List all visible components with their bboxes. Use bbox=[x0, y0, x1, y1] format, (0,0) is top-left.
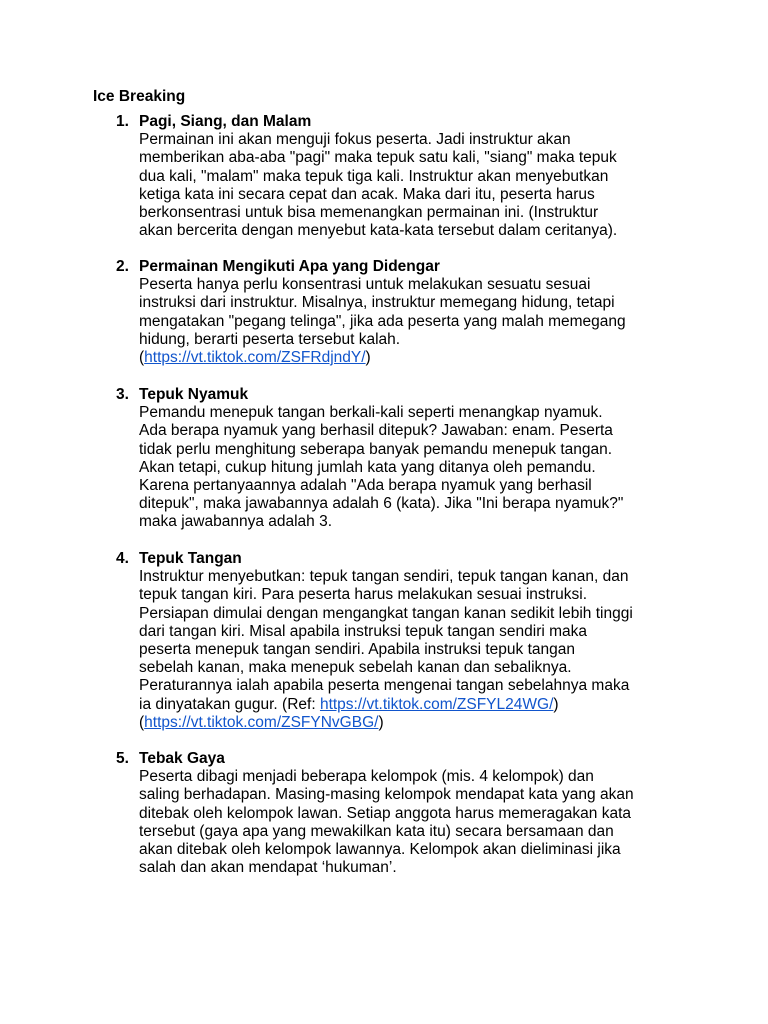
body-text: ditepuk", maka jawabannya adalah 6 (kata). Jika "Ini berapa nyamuk?" bbox=[139, 495, 624, 513]
body-text: Peserta hanya perlu konsentrasi untuk melakukan sesuatu sesuai bbox=[139, 276, 591, 294]
body-text: tepuk tangan kiri. Para peserta harus melakukan sesuai instruksi. bbox=[139, 586, 588, 604]
body-text: salah dan akan mendapat ‘hukuman’. bbox=[139, 859, 397, 877]
body-line bbox=[139, 495, 709, 513]
body-line bbox=[139, 459, 709, 477]
item-body bbox=[139, 404, 709, 531]
body-line bbox=[139, 696, 709, 714]
item-heading: Tebak Gaya bbox=[139, 750, 225, 767]
body-text: ) bbox=[365, 348, 371, 366]
body-text: ) bbox=[378, 713, 384, 731]
body-line bbox=[139, 568, 709, 586]
item-heading: Tepuk Tangan bbox=[139, 550, 242, 567]
body-line bbox=[139, 441, 709, 459]
body-line bbox=[139, 131, 709, 149]
item-heading: Tepuk Nyamuk bbox=[139, 386, 249, 403]
body-text: Ada berapa nyamuk yang berhasil ditepuk? Jawaban: enam. Peserta bbox=[139, 422, 613, 440]
body-line bbox=[139, 149, 709, 167]
body-line bbox=[139, 204, 709, 222]
body-line bbox=[139, 859, 709, 877]
body-text: sebelah kanan, maka menepuk sebelah kanan dan sebaliknya. bbox=[139, 659, 572, 677]
body-text: ( bbox=[139, 348, 145, 366]
body-text: maka jawabannya adalah 3. bbox=[139, 513, 333, 531]
body-text: peserta menepuk tangan sendiri. Apabila instruksi tepuk tangan bbox=[139, 640, 576, 658]
body-text: tersebut (gaya apa yang mewakilkan kata itu) secara bersamaan dan bbox=[139, 822, 614, 840]
body-line bbox=[139, 349, 709, 367]
body-text: Pemandu menepuk tangan berkali-kali seperti menangkap nyamuk. bbox=[139, 404, 603, 422]
body-line bbox=[139, 422, 709, 440]
body-text: Peserta dibagi menjadi beberapa kelompok (mis. 4 kelompok) dan bbox=[139, 768, 594, 786]
body-line bbox=[139, 168, 709, 186]
body-text: tidak perlu menghitung seberapa banyak pemandu menepuk tangan. bbox=[139, 440, 613, 458]
body-line bbox=[139, 331, 709, 349]
body-text: dari tangan kiri. Misal apabila instruksi tepuk tangan sendiri maka bbox=[139, 622, 588, 640]
body-line bbox=[139, 823, 709, 841]
body-text: Permainan ini akan menguji fokus peserta. Jadi instruktur akan bbox=[139, 131, 571, 149]
body-text: Akan tetapi, cukup hitung jumlah kata yang ditanya oleh pemandu. bbox=[139, 458, 596, 476]
body-line bbox=[139, 659, 709, 677]
body-text: hidung, berarti peserta tersebut kalah. bbox=[139, 330, 401, 348]
body-line bbox=[139, 477, 709, 495]
body-text: ditebak oleh kelompok lawan. Setiap anggota harus memeragakan kata bbox=[139, 804, 632, 822]
body-text: Peraturannya ialah apabila peserta mengenai tangan sebelahnya maka bbox=[139, 677, 630, 695]
body-line bbox=[139, 605, 709, 623]
body-line bbox=[139, 805, 709, 823]
item-number: 1. bbox=[116, 113, 129, 130]
body-text: Persiapan dimulai dengan mengangkat tangan kanan sedikit lebih tinggi bbox=[139, 604, 633, 622]
body-text: mengatakan "pegang telinga", jika ada peserta yang malah memegang bbox=[139, 312, 626, 330]
tiktok-link[interactable]: https://vt.tiktok.com/ZSFYL24WG/ bbox=[319, 695, 554, 713]
body-line bbox=[139, 641, 709, 659]
body-line bbox=[139, 623, 709, 641]
body-line bbox=[139, 768, 709, 786]
body-line bbox=[139, 841, 709, 859]
item-heading: Pagi, Siang, dan Malam bbox=[139, 113, 312, 130]
body-line bbox=[139, 313, 709, 331]
body-text: saling berhadapan. Masing-masing kelompok mendapat kata yang akan bbox=[139, 786, 634, 804]
item-body bbox=[139, 568, 709, 732]
body-text: dua kali, "malam" maka tepuk tiga kali. Instruktur akan menyebutkan bbox=[139, 167, 609, 185]
body-line bbox=[139, 186, 709, 204]
body-text: Karena pertanyaannya adalah "Ada berapa nyamuk yang berhasil bbox=[139, 476, 592, 494]
tiktok-link[interactable]: https://vt.tiktok.com/ZSFYNvGBG/ bbox=[144, 713, 379, 731]
body-text: ( bbox=[139, 713, 145, 731]
body-text: Instruktur menyebutkan: tepuk tangan sendiri, tepuk tangan kanan, dan bbox=[139, 568, 629, 586]
item-heading: Permainan Mengikuti Apa yang Didengar bbox=[139, 258, 440, 275]
item-number: 4. bbox=[116, 550, 129, 567]
body-line bbox=[139, 513, 709, 531]
body-text: akan bercerita dengan menyebut kata-kata tersebut dalam ceritanya). bbox=[139, 222, 618, 240]
body-text: ketiga kata ini secara cepat dan acak. Maka dari itu, peserta harus bbox=[139, 185, 595, 203]
body-line bbox=[139, 786, 709, 804]
item-number: 3. bbox=[116, 386, 129, 403]
body-text: berkonsentrasi untuk bisa memenangkan permainan ini. (Instruktur bbox=[139, 203, 599, 221]
item-body bbox=[139, 768, 709, 877]
body-text: akan ditebak oleh kelompok lawannya. Kelompok akan dieliminasi jika bbox=[139, 840, 621, 858]
item-body bbox=[139, 276, 709, 367]
item-number: 5. bbox=[116, 750, 129, 767]
body-text: memberikan aba-aba "pagi" maka tepuk satu kali, "siang" maka tepuk bbox=[139, 149, 617, 167]
body-line bbox=[139, 404, 709, 422]
document-title: Ice Breaking bbox=[93, 88, 186, 105]
body-text: ) bbox=[553, 695, 559, 713]
body-line bbox=[139, 677, 709, 695]
body-line bbox=[139, 276, 709, 294]
item-number: 2. bbox=[116, 258, 129, 275]
body-line bbox=[139, 714, 709, 732]
body-line bbox=[139, 222, 709, 240]
tiktok-link[interactable]: https://vt.tiktok.com/ZSFRdjndY/ bbox=[144, 348, 366, 366]
body-line bbox=[139, 294, 709, 312]
body-text: ia dinyatakan gugur. (Ref: bbox=[139, 695, 320, 713]
item-body bbox=[139, 131, 709, 240]
body-text: instruksi dari instruktur. Misalnya, instruktur memegang hidung, tetapi bbox=[139, 294, 615, 312]
body-line bbox=[139, 586, 709, 604]
